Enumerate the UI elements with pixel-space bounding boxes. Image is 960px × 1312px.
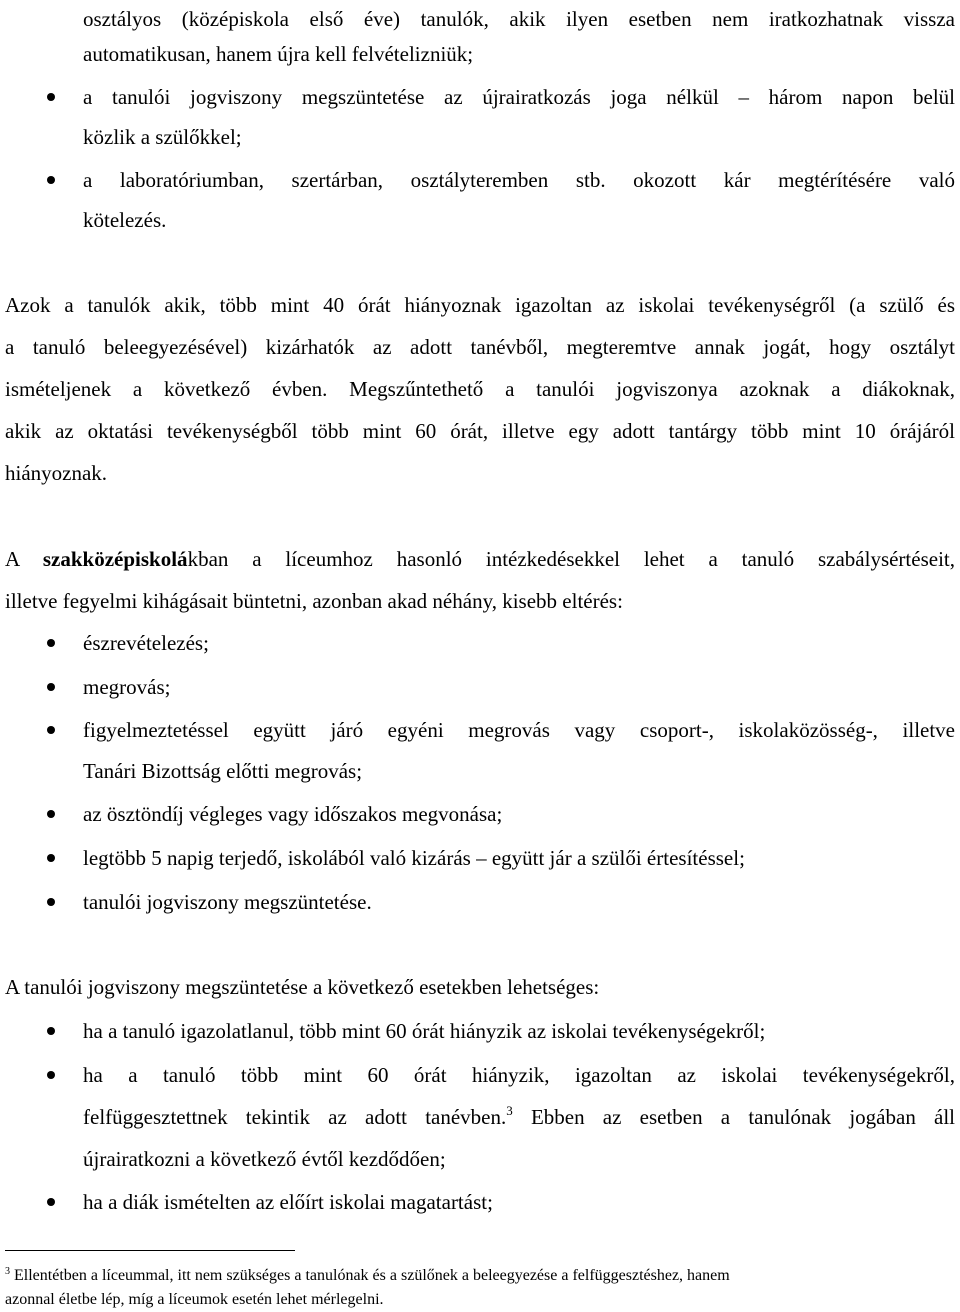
- paragraph-line: [0, 368, 960, 410]
- list-item-text: az ösztöndíj végleges vagy időszakos megvonása;: [83, 802, 503, 826]
- list-item-continuation: [0, 750, 960, 792]
- text-run: A: [5, 547, 43, 571]
- paragraph-text: Azok a tanulók akik, több mint 40 órát hiányoznak igazoltan az iskolai tevékenységről (a szülő és: [5, 293, 955, 317]
- list-item-text: ha a tanuló több mint 60 órát hiányzik, igazoltan az iskolai tevékenységekről,: [83, 1063, 955, 1087]
- list-item: [0, 76, 960, 118]
- list-item-continuation: [0, 116, 960, 158]
- paragraph-line: [0, 284, 960, 326]
- list-item: [0, 1010, 960, 1052]
- list-item: [0, 159, 960, 201]
- list-item-continuation: [0, 33, 960, 75]
- bullet-icon: [47, 1198, 55, 1206]
- list-item: [0, 881, 960, 923]
- paragraph-text: akik az oktatási tevékenységből több mint 60 órát, illetve egy adott tantárgy több mint 10 órájáról: [5, 419, 955, 443]
- paragraph-text: a tanuló beleegyezésével) kizárhatók az adott tanévből, megteremtve annak jogát, hogy osztályt: [5, 335, 955, 359]
- bullet-icon: [47, 93, 55, 101]
- bullet-icon: [47, 1071, 55, 1079]
- list-item-continuation: [0, 199, 960, 241]
- list-item: [0, 709, 960, 751]
- bullet-icon: [47, 683, 55, 691]
- paragraph-line: [0, 966, 960, 1008]
- list-item-text: [83, 1096, 955, 1138]
- paragraph-text: A tanulói jogviszony megszüntetése a következő esetekben lehetséges:: [5, 975, 600, 999]
- paragraph-line: [0, 326, 960, 368]
- paragraph-line: [0, 452, 960, 494]
- list-item-text: tanulói jogviszony megszüntetése.: [83, 890, 372, 914]
- text-run: kban a líceumhoz hasonló intézkedésekkel lehet a tanuló szabálysértéseit,: [187, 547, 955, 571]
- list-item-text: figyelmeztetéssel együtt járó egyéni megrovás vagy csoport-, iskolaközösség-, illetve: [83, 718, 955, 742]
- footnote-reference[interactable]: 3: [506, 1103, 513, 1118]
- paragraph-text: [5, 538, 955, 580]
- list-item-text: legtöbb 5 napig terjedő, iskolából való kizárás – együtt jár a szülői értesítéssel;: [83, 846, 745, 870]
- list-item-continuation: [0, 1096, 960, 1138]
- list-item: [0, 837, 960, 879]
- list-item-text: osztályos (középiskola első éve) tanulók, akik ilyen esetben nem iratkozhatnak vissza: [83, 7, 955, 31]
- list-item-text: kötelezés.: [83, 208, 167, 232]
- bullet-icon: [47, 639, 55, 647]
- text-run: felfüggesztettnek tekintik az adott tanévben.: [83, 1105, 507, 1129]
- footnote-text: azonnal életbe lép, míg a líceumok esetén lehet mérlegelni.: [5, 1291, 384, 1308]
- list-item-continuation: [0, 1138, 960, 1180]
- list-item-text: ha a tanuló igazolatlanul, több mint 60 órát hiányzik az iskolai tevékenységekről;: [83, 1019, 766, 1043]
- bold-term: szakközépiskolá: [42, 547, 188, 571]
- bullet-icon: [47, 854, 55, 862]
- footnote-divider: [5, 1250, 295, 1251]
- text-run: Ebben az esetben a tanulónak jogában áll: [512, 1105, 956, 1129]
- bullet-icon: [47, 810, 55, 818]
- footnote-marker: 3: [5, 1266, 10, 1277]
- list-item-text: közlik a szülőkkel;: [83, 125, 242, 149]
- paragraph-line: [0, 538, 960, 580]
- footnote-text: [5, 1264, 730, 1288]
- list-item-text: ha a diák ismételten az előírt iskolai magatartást;: [83, 1190, 493, 1214]
- list-item-text: megrovás;: [83, 675, 171, 699]
- list-item-text: Tanári Bizottság előtti megrovás;: [83, 759, 363, 783]
- paragraph-text: illetve fegyelmi kihágásait büntetni, azonban akad néhány, kisebb eltérés:: [5, 589, 623, 613]
- paragraph-text: hiányoznak.: [5, 461, 108, 485]
- list-item: [0, 1181, 960, 1223]
- list-item: [0, 666, 960, 708]
- list-item-text: a laboratóriumban, szertárban, osztályteremben stb. okozott kár megtérítésére való: [83, 168, 955, 192]
- list-item: [0, 793, 960, 835]
- list-item-text: újrairatkozni a következő évtől kezdődően;: [83, 1147, 446, 1171]
- paragraph-line: [0, 410, 960, 452]
- text-run: Ellentétben a líceummal, itt nem szükséges a tanulónak és a szülőnek a beleegyezése a felfüggesztéshez, hanem: [10, 1267, 730, 1284]
- list-item: [0, 1054, 960, 1096]
- bullet-icon: [47, 726, 55, 734]
- bullet-icon: [47, 176, 55, 184]
- paragraph-text: ismételjenek a következő évben. Megszűntethető a tanulói jogviszonya azoknak a diákoknak,: [5, 377, 955, 401]
- bullet-icon: [47, 1027, 55, 1035]
- list-item-text: automatikusan, hanem újra kell felvételizniük;: [83, 42, 474, 66]
- list-item-text: észrevételezés;: [83, 631, 209, 655]
- bullet-icon: [47, 898, 55, 906]
- list-item-text: a tanulói jogviszony megszüntetése az újrairatkozás joga nélkül – három napon belül: [83, 85, 955, 109]
- paragraph-line: [0, 580, 960, 622]
- list-item: [0, 622, 960, 664]
